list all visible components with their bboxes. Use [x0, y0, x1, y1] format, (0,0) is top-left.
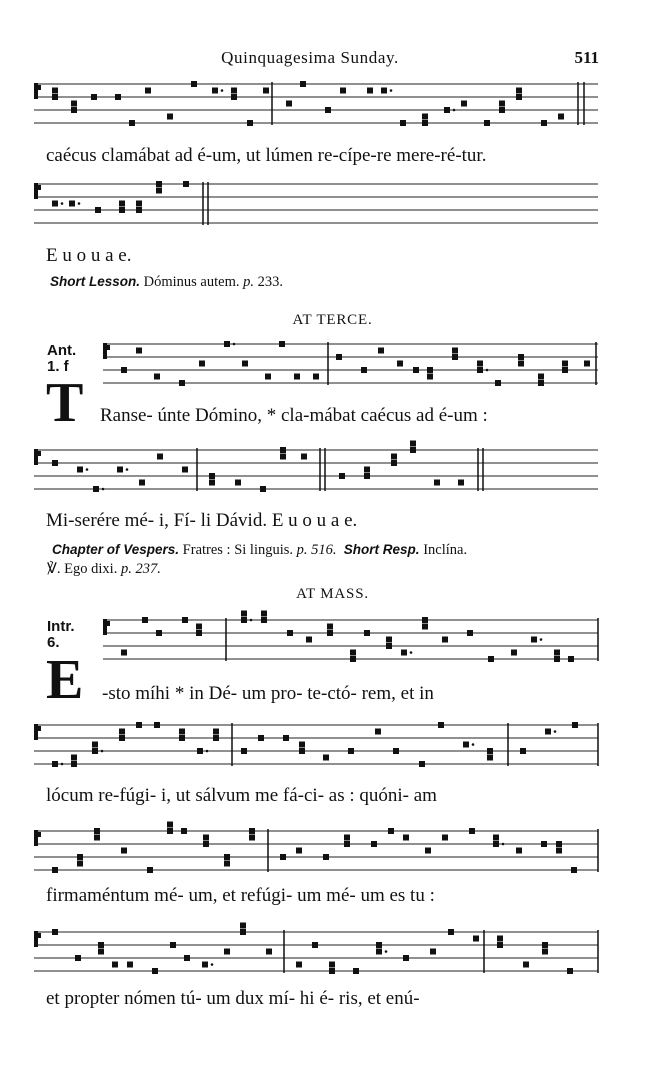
lyrics-5: -sto míhi * in Dé- um pro- te-ctó- rem, et in [102, 683, 434, 704]
initial-letter-e: E [46, 649, 84, 711]
mass-mode-number: 6. [47, 634, 60, 651]
page-title: Quinquagesima Sunday. [221, 48, 399, 67]
heading-terce: AT TERCE. [292, 312, 373, 328]
staff-8 [0, 924, 665, 994]
short-lesson-line [50, 274, 283, 291]
lyrics-3: Ranse- únte Dómino, * cla-mábat caécus ad é-um : [100, 405, 488, 426]
short-lesson-label: Short Lesson. [50, 274, 141, 289]
mass-mode-label: Intr. [47, 618, 75, 635]
vespers-line [52, 542, 467, 559]
staff-4 [0, 442, 665, 512]
short-resp-label: Short Resp. [343, 542, 420, 557]
staff-1 [0, 76, 665, 146]
chapter-page: p. 516. [296, 542, 337, 558]
initial-letter-t: T [46, 372, 84, 434]
heading-mass: AT MASS. [296, 586, 369, 602]
versicle-text: ℣. Ego dixi. [47, 561, 118, 577]
staff-2 [0, 176, 665, 246]
staff-3 [0, 336, 665, 406]
short-lesson-page-label: p. [243, 274, 254, 290]
short-resp-text: Inclína. [423, 542, 468, 558]
lyrics-6: lócum re-fúgi- i, ut sálvum me fá-ci- as : quóni- am [46, 785, 437, 806]
staff-7 [0, 823, 665, 893]
terce-mode-number: 1. f [47, 358, 69, 375]
terce-mode-label: Ant. [47, 342, 77, 359]
lyrics-8: et propter nómen tú- um dux mí- hi é- ris, et enú- [46, 988, 420, 1009]
chapter-label: Chapter of Vespers. [52, 542, 180, 557]
lyrics-7: firmaméntum mé- um, et refúgi- um mé- um es tu : [46, 885, 435, 906]
versicle-page: p. 237. [120, 561, 161, 577]
lyrics-2: E u o u a e. [46, 245, 132, 266]
page-number: 511 [574, 48, 599, 67]
lyrics-4: Mi-serére mé- i, Fí- li Dávid. E u o u a e. [46, 510, 358, 531]
lyrics-1: caécus clamábat ad é-um, ut lúmen re-cípe-re mere-ré-tur. [46, 145, 487, 166]
short-lesson-page: 233. [257, 274, 283, 290]
staff-6 [0, 717, 665, 787]
chapter-text: Fratres : Si linguis. [182, 542, 294, 558]
versicle-line [47, 561, 161, 578]
short-lesson-text: Dóminus autem. [143, 274, 240, 290]
staff-5 [0, 612, 665, 682]
